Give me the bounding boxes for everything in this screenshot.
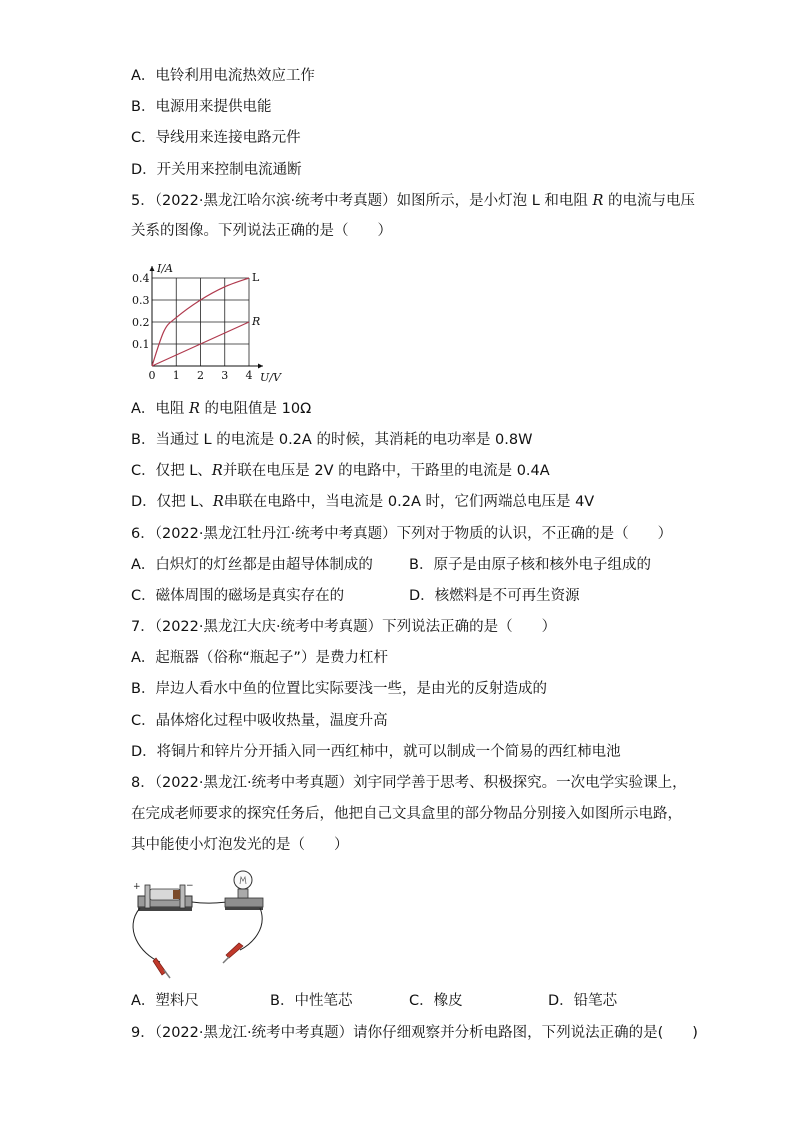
y-tick-label: 0.2 xyxy=(132,316,150,329)
light-bulb-icon xyxy=(225,871,263,910)
q6-option-a: A．白炽灯的灯丝都是由超导体制成的 xyxy=(131,557,373,573)
y-tick-label: 0.3 xyxy=(132,294,150,307)
q4-option-d: D．开关用来控制电流通断 xyxy=(131,162,302,178)
battery-minus-sign: − xyxy=(186,881,194,891)
y-axis-arrow xyxy=(150,266,155,271)
q7-option-d: D．将铜片和锌片分开插入同一西红柿中，就可以制成一个简易的西红柿电池 xyxy=(131,744,621,760)
chart-axes xyxy=(150,266,264,369)
series-label-r: R xyxy=(252,315,261,328)
q8-option-b: B．中性笔芯 xyxy=(270,993,353,1009)
y-axis-label: I/A xyxy=(157,262,173,275)
x-tick-label: 2 xyxy=(197,369,204,382)
alligator-clip-left-icon xyxy=(153,958,170,978)
q7-stem: 7．（2022·黑龙江大庆·统考中考真题）下列说法正确的是（ ） xyxy=(131,619,557,635)
iu-graph xyxy=(128,254,298,389)
q9-stem: 9．（2022·黑龙江·统考中考真题）请你仔细观察并分析电路图，下列说法正确的是( ) xyxy=(131,1025,698,1041)
q8-option-c: C．橡皮 xyxy=(409,993,463,1009)
x-tick-label: 4 xyxy=(245,369,253,382)
circuit-figure xyxy=(128,866,278,981)
battery-icon xyxy=(133,881,194,911)
q5-option-d: D．仅把 L、R串联在电路中，当电流是 0.2A 时，它们两端总电压是 4V xyxy=(131,494,595,510)
q5-stem-line2: 关系的图像。下列说法正确的是（ ） xyxy=(131,223,392,239)
q4-option-b: B．电源用来提供电能 xyxy=(131,99,272,115)
q5-option-a: A．电阻 R 的电阻值是 10Ω xyxy=(131,401,312,417)
series-label-l: L xyxy=(252,271,260,284)
q5-option-c: C．仅把 L、R并联在电压是 2V 的电路中，干路里的电流是 0.4A xyxy=(131,463,550,479)
q8-option-d: D．铅笔芯 xyxy=(548,993,618,1009)
q7-option-b: B．岸边人看水中鱼的位置比实际要浅一些，是由光的反射造成的 xyxy=(131,681,547,697)
q8-option-a: A．塑料尺 xyxy=(131,993,199,1009)
q8-stem-line3: 其中能使小灯泡发光的是（ ） xyxy=(131,837,349,853)
y-tick-label: 0.4 xyxy=(132,272,150,285)
q7-option-c: C．晶体熔化过程中吸收热量，温度升高 xyxy=(131,713,388,729)
q8-stem-line1: 8．（2022·黑龙江·统考中考真题）刘宇同学善于思考、积极探究。一次电学实验课上， xyxy=(131,775,687,791)
battery-plus-sign: + xyxy=(133,882,141,892)
x-tick-label: 1 xyxy=(172,369,180,382)
x-axis-label: U/V xyxy=(260,371,281,384)
q6-option-d: D．核燃料是不可再生资源 xyxy=(409,588,580,604)
q7-option-a: A．起瓶器（俗称“瓶起子”）是费力杠杆 xyxy=(131,650,388,666)
y-tick-label: 0.1 xyxy=(132,338,150,351)
x-tick-label: 3 xyxy=(221,369,229,382)
q4-option-c: C．导线用来连接电路元件 xyxy=(131,130,301,146)
chart-grid xyxy=(152,278,249,366)
q5-option-b: B．当通过 L 的电流是 0.2A 的时候，其消耗的电功率是 0.8W xyxy=(131,432,533,448)
q8-stem-line2: 在完成老师要求的探究任务后，他把自己文具盒里的部分物品分别接入如图所示电路， xyxy=(131,806,682,822)
x-axis-arrow xyxy=(258,364,263,369)
alligator-clip-right-icon xyxy=(223,943,243,963)
x-tick-label: 0 xyxy=(148,369,156,382)
q4-option-a: A．电铃利用电流热效应工作 xyxy=(131,68,315,84)
q5-stem-line1: 5．（2022·黑龙江哈尔滨·统考中考真题）如图所示，是小灯泡 L 和电阻 R 的电流与电压 xyxy=(131,193,696,209)
q6-stem: 6．（2022·黑龙江牡丹江·统考中考真题）下列对于物质的认识，不正确的是（ ） xyxy=(131,526,673,542)
q6-option-b: B．原子是由原子核和核外电子组成的 xyxy=(409,557,651,573)
q6-option-c: C．磁体周围的磁场是真实存在的 xyxy=(131,588,345,604)
